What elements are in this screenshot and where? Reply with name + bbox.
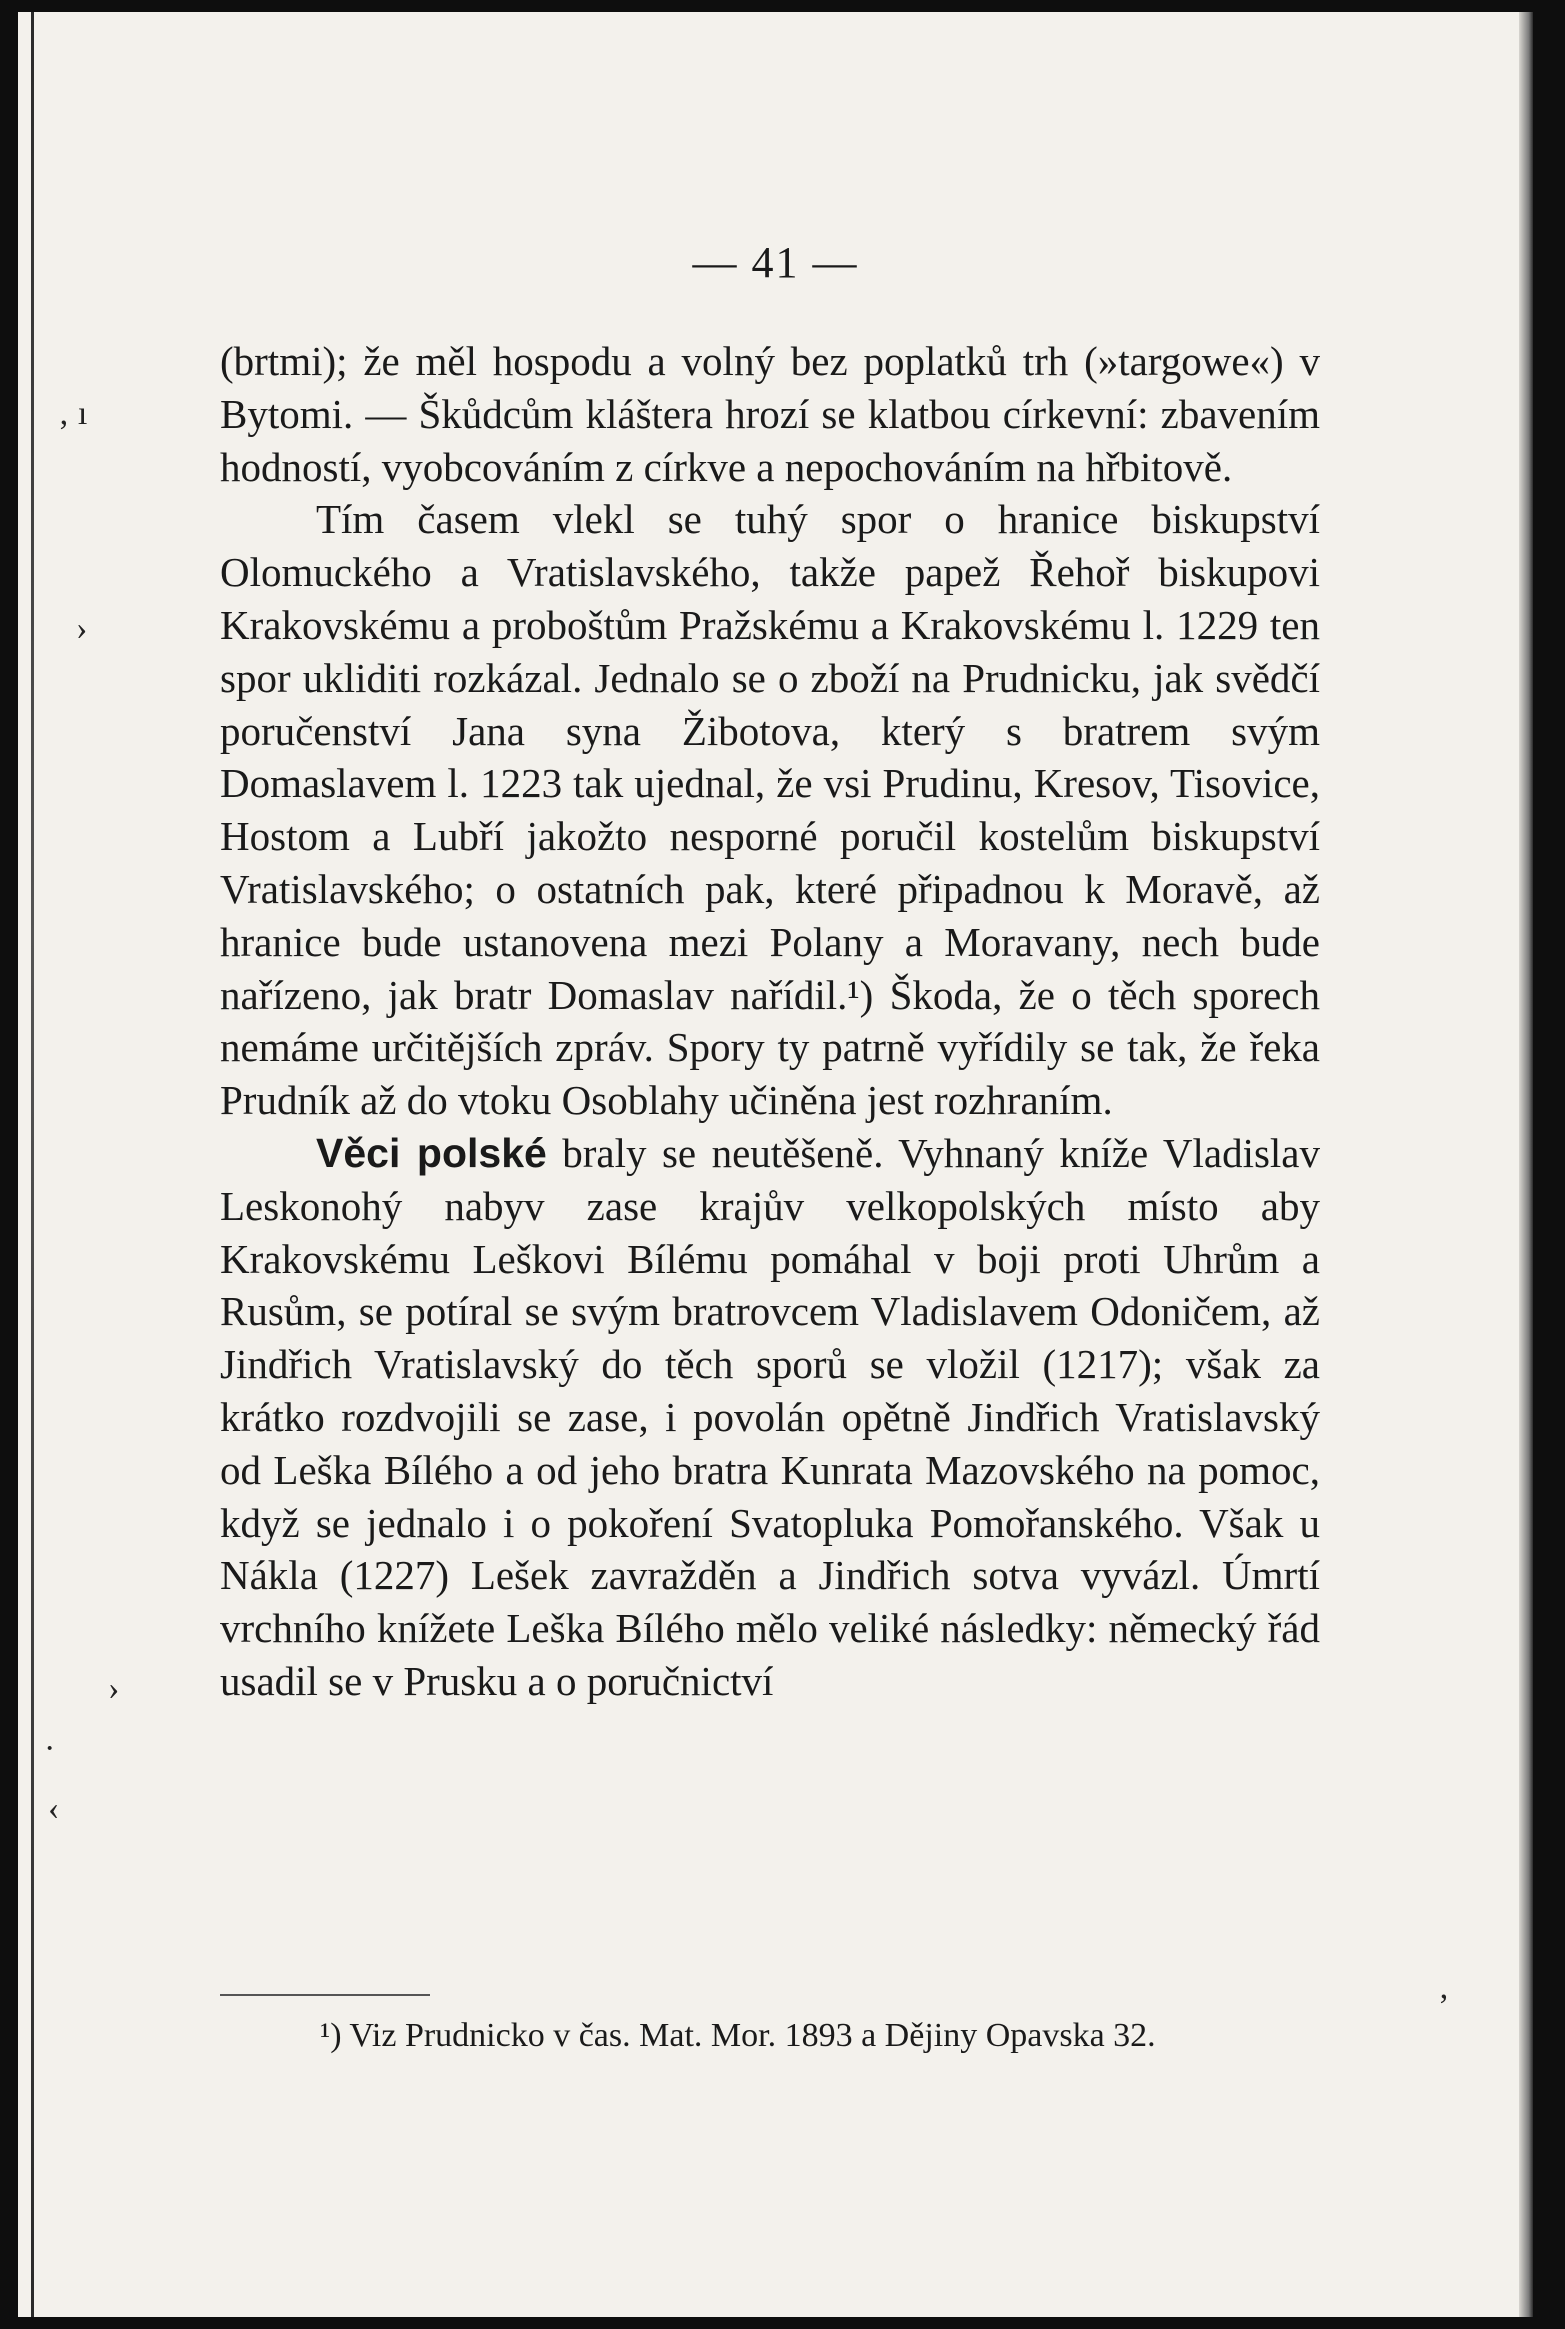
- page-number: — 41 —: [692, 238, 859, 287]
- page-edge-shadow: [1519, 12, 1533, 2317]
- paragraph-text: braly se neutěšeně. Vyhnaný kníže Vladislav Leskonohý nabyv zase krajův velkopolských místo aby Krakovskému Leškovi Bílému pomáhal v boji proti Uhrům a Rusům, se potíral se svým bratrovcem Vladislavem Odoničem, až Jindřich Vratislavský do těch sporů se vložil (1217); však za krátko rozdvojili se zase, i povolán opětně Jindřich Vratislavský od Leška Bílého a od jeho bratra Kunrata Mazovského na pomoc, když se jednalo i o pokoření Svatopluka Pomořanského. Však u Nákla (1227) Lešek zavražděn a Jindřich sotva vyvázl. Úmrtí vrchního knížete Leška Bílého mělo veliké následky: německý řád usadil se v Prusku a o poručnictví: [220, 1129, 1321, 1704]
- binding-edge: [31, 12, 34, 2317]
- paragraph: Tím časem vlekl se tuhý spor o hranice biskupství Olomuckého a Vratislavského, takže papež Řehoř biskupovi Krakovskému a proboštům Pražskému a Krakovskému l. 1229 ten spor ukliditi rozkázal. Jednalo se o zboží na Prudnicku, jak svědčí poručenství Jana syna Žibotova, který s bratrem svým Domaslavem l. 1223 tak ujednal, že vsi Prudinu, Kresov, Tisovice, Hostom a Lubří jakožto nesporné poručil kostelům biskupství Vratislavského; o ostatních pak, které připadnou k Moravě, až hranice bude ustanovena mezi Polany a Moravany, nech bude nařízeno, jak bratr Domaslav nařídil.¹) Škoda, že o těch sporech nemáme určitějších zpráv. Spory ty patrně vyřídily se tak, že řeka Prudník až do vtoku Osoblahy učiněna jest rozhraním.: [220, 496, 1320, 1124]
- scan-mark: ‚ ı: [58, 395, 88, 432]
- book-page: [18, 12, 1533, 2317]
- scan-mark: ‹: [48, 1790, 60, 1827]
- scan-mark: ›: [108, 1670, 120, 1707]
- scan-mark: ›: [76, 610, 88, 647]
- paragraph: (brtmi); že měl hospodu a volný bez poplatků trh (»targowe«) v Bytomi. — Škůdcům kláštera hrozí se klatbou církevní: zbavením hodností, vyobcováním z církve a nepochováním na hřbitově.: [220, 338, 1320, 490]
- body-text: [220, 335, 1320, 1708]
- footnote: ¹) Viz Prudnicko v čas. Mat. Mor. 1893 a Dějiny Opavska 32.: [320, 2017, 1156, 2054]
- scan-mark: ·: [44, 1730, 56, 1767]
- paragraph: [220, 1127, 1320, 1708]
- footnote-rule: [220, 1994, 430, 1996]
- scan-mark: ʼ: [1438, 1988, 1450, 2025]
- paragraph-lead-heading: Věci polské: [316, 1129, 547, 1176]
